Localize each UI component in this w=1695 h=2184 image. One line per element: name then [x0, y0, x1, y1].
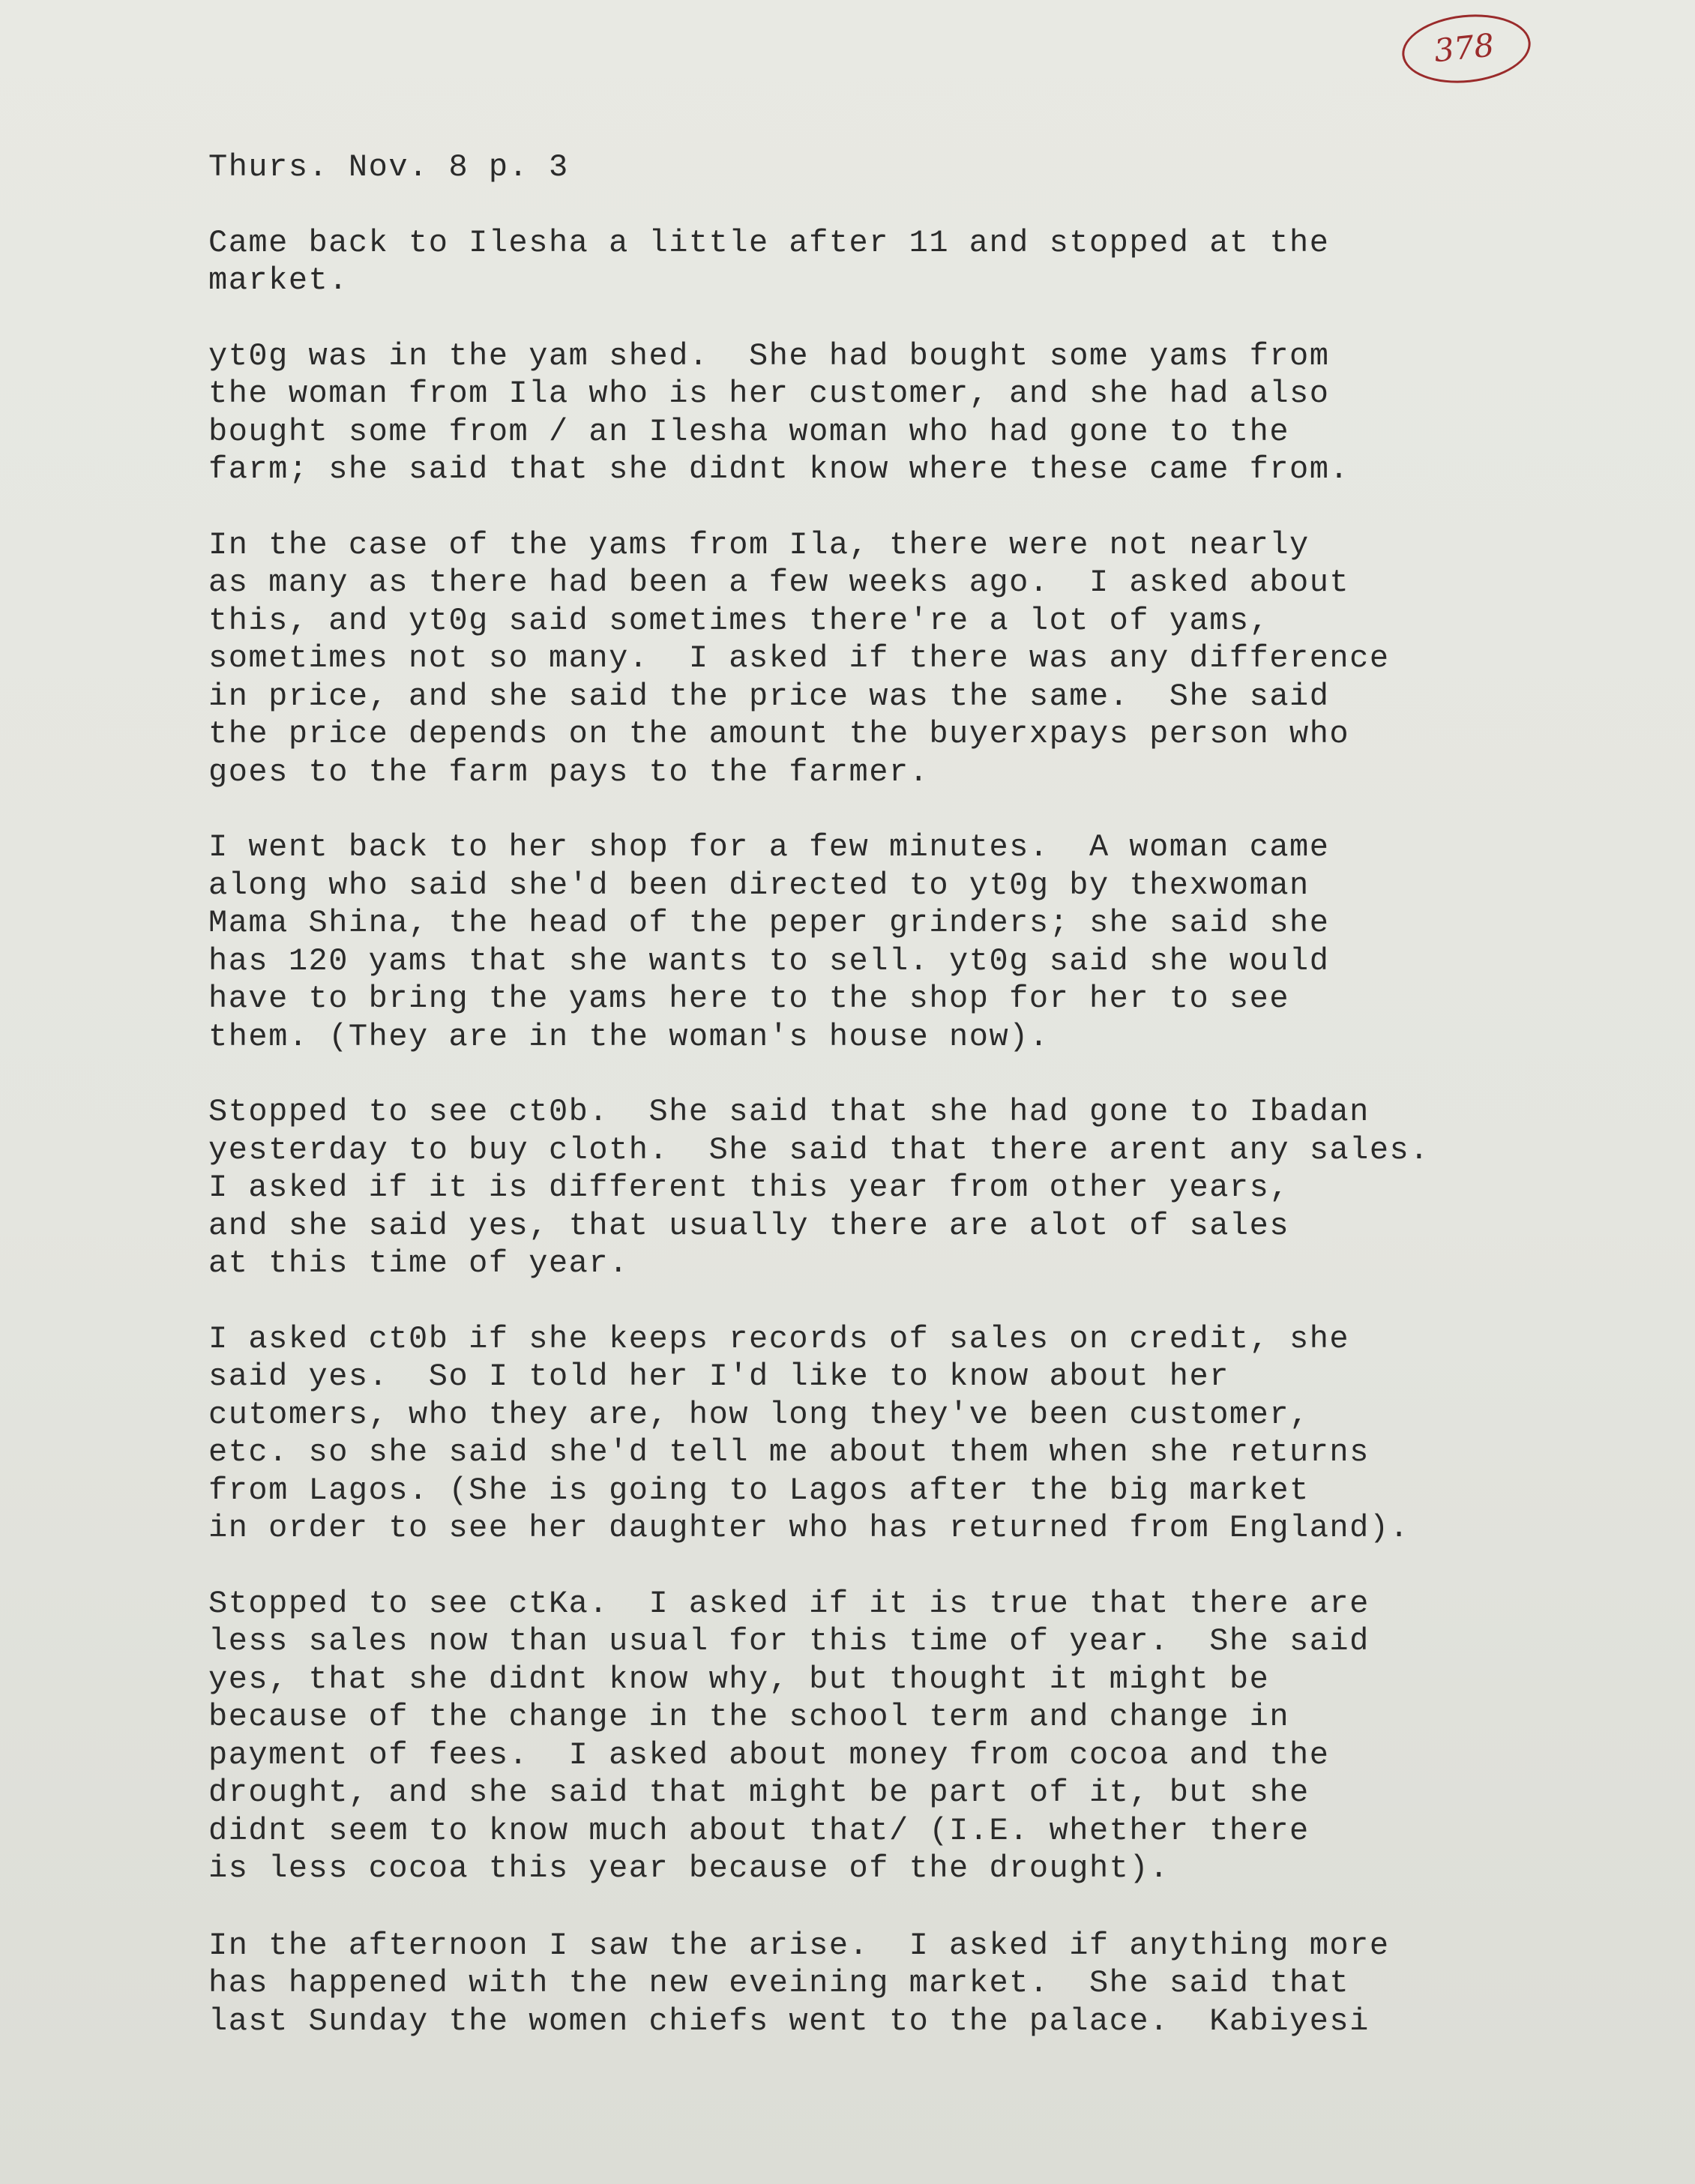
text-line: as many as there had been a few weeks ago. I asked about — [208, 565, 1350, 601]
text-line: yes, that she didnt know why, but thought it might be — [208, 1661, 1270, 1697]
paragraph — [208, 828, 1633, 1056]
paragraph — [208, 1320, 1633, 1547]
text-line: didnt seem to know much about that/ (I.E. whether there — [208, 1812, 1310, 1849]
text-line: market. — [208, 262, 349, 298]
paragraph — [208, 526, 1633, 792]
text-line: and she said yes, that usually there are alot of sales — [208, 1207, 1290, 1244]
text-line: sometimes not so many. I asked if there was any difference — [208, 640, 1390, 676]
paragraph — [208, 337, 1633, 489]
text-line: the price depends on the amount the buyerxpays person who — [208, 716, 1350, 752]
text-line: have to bring the yams here to the shop for her to see — [208, 981, 1290, 1017]
text-line: Stopped to see ct0b. She said that she had gone to Ibadan — [208, 1094, 1370, 1130]
text-line: Stopped to see ctKa. I asked if it is true that there are — [208, 1585, 1370, 1622]
text-line: Came back to Ilesha a little after 11 and stopped at the — [208, 224, 1330, 261]
text-line: has 120 yams that she wants to sell. yt0g said she would — [208, 942, 1330, 979]
text-line: In the afternoon I saw the arise. I asked if anything more — [208, 1927, 1390, 1964]
text-line: payment of fees. I asked about money from cocoa and the — [208, 1736, 1330, 1773]
text-line: less sales now than usual for this time of year. She said — [208, 1623, 1370, 1659]
page-header: Thurs. Nov. 8 p. 3 — [208, 149, 569, 185]
paragraph — [208, 1585, 1633, 1888]
text-line: I asked if it is different this year from other years, — [208, 1170, 1290, 1206]
text-line: in price, and she said the price was the same. She said — [208, 678, 1330, 715]
text-line: I went back to her shop for a few minutes. A woman came — [208, 829, 1330, 865]
text-line: etc. so she said she'd tell me about them when she returns — [208, 1434, 1370, 1470]
text-line: in order to see her daughter who has returned from England). — [208, 1510, 1410, 1546]
paragraph — [208, 224, 1633, 300]
text-line: this, and yt0g said sometimes there're a lot of yams, — [208, 602, 1270, 639]
text-line: has happened with the new eveining market. She said that — [208, 1965, 1350, 2001]
text-line: along who said she'd been directed to yt0g by thexwoman — [208, 867, 1310, 903]
text-line: yesterday to buy cloth. She said that there arent any sales. — [208, 1131, 1430, 1168]
text-line: In the case of the yams from Ila, there were not nearly — [208, 526, 1310, 563]
text-line: is less cocoa this year because of the drought). — [208, 1850, 1169, 1886]
text-line: Mama Shina, the head of the peper grinders; she said she — [208, 905, 1330, 941]
text-line: the woman from Ila who is her customer, and she had also — [208, 376, 1330, 412]
text-line: at this time of year. — [208, 1245, 629, 1281]
text-line: last Sunday the women chiefs went to the palace. Kabiyesi — [208, 2003, 1370, 2039]
text-line: bought some from / an Ilesha woman who had gone to the — [208, 413, 1290, 450]
text-line: cutomers, who they are, how long they've been customer, — [208, 1396, 1310, 1433]
text-line: yt0g was in the yam shed. She had bought some yams from — [208, 337, 1330, 374]
text-line: farm; she said that she didnt know where these came from. — [208, 451, 1350, 487]
text-line: them. (They are in the woman's house now). — [208, 1018, 1050, 1055]
page-number-stamp — [1399, 8, 1534, 88]
text-line: from Lagos. (She is going to Lagos after the big market — [208, 1472, 1310, 1508]
page-number: 378 — [1432, 26, 1496, 70]
paragraph — [208, 1927, 1633, 2041]
text-line: goes to the farm pays to the farmer. — [208, 753, 930, 790]
paragraph — [208, 1093, 1633, 1283]
text-line: said yes. So I told her I'd like to know about her — [208, 1359, 1229, 1395]
text-line: because of the change in the school term and change in — [208, 1699, 1290, 1735]
text-line: I asked ct0b if she keeps records of sales on credit, she — [208, 1320, 1350, 1357]
typed-text — [208, 148, 1633, 2078]
text-line: drought, and she said that might be part of it, but she — [208, 1775, 1310, 1811]
